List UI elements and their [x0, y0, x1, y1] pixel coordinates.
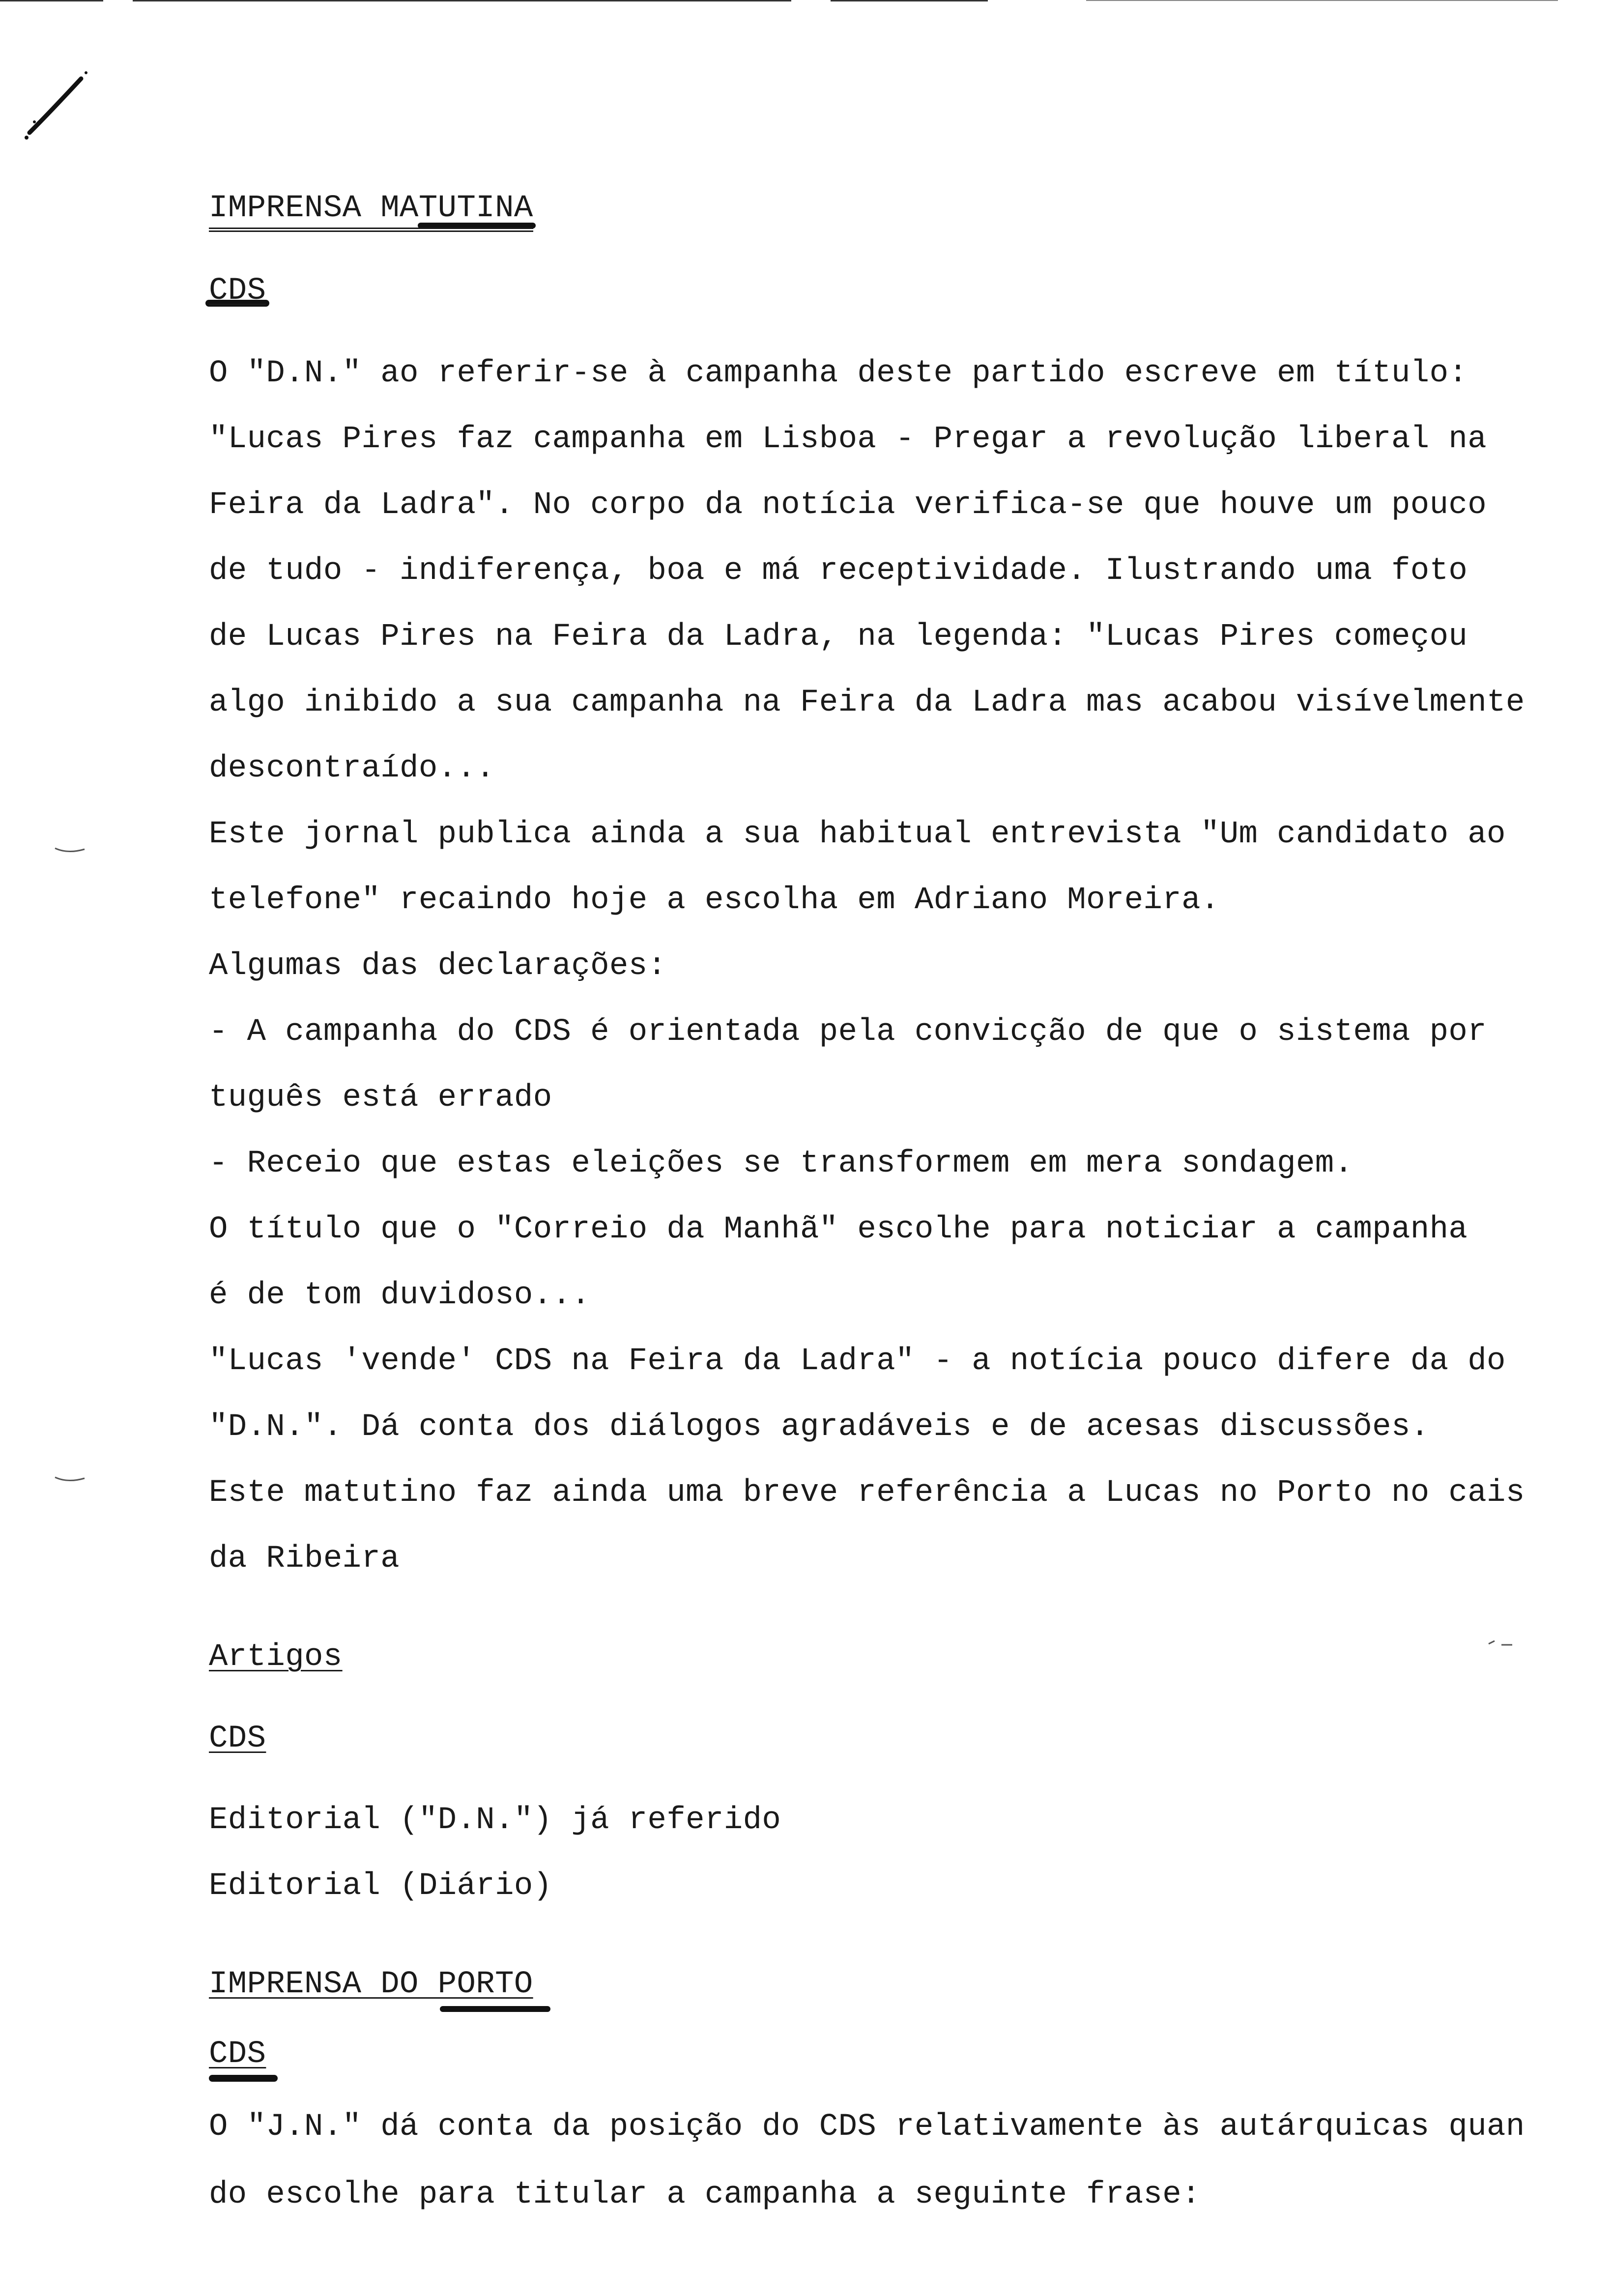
- heading-scribble-3: [440, 2006, 550, 2012]
- paragraph-line: Este jornal publica ainda a sua habitual entrevista "Um candidato ao: [209, 817, 1506, 852]
- paragraph-line: Este matutino faz ainda uma breve referência a Lucas no Porto no cais: [209, 1475, 1525, 1511]
- heading-scribble-4: [209, 2075, 278, 2082]
- paragraph-line: Editorial (Diário): [209, 1868, 552, 1904]
- paragraph-line: O "J.N." dá conta da posição do CDS relativamente às autárquicas quan: [209, 2109, 1525, 2145]
- paragraph-line: do escolhe para titular a campanha a seguinte frase:: [209, 2177, 1201, 2212]
- margin-mark-3: [1487, 1639, 1516, 1649]
- subheading-artigos: Artigos: [209, 1639, 343, 1675]
- paragraph-line: "D.N.". Dá conta dos diálogos agradáveis e de acesas discussões.: [209, 1409, 1430, 1445]
- top-rule-4: [1086, 0, 1558, 1]
- top-rule-1: [0, 0, 103, 1]
- paragraph-line: Feira da Ladra". No corpo da notícia verifica-se que houve um pouco: [209, 488, 1487, 523]
- top-rule-3: [831, 0, 988, 1]
- margin-mark-2: [53, 1474, 87, 1484]
- paragraph-line: descontraído...: [209, 751, 495, 786]
- paragraph-line: da Ribeira: [209, 1541, 400, 1577]
- paragraph-line: Editorial ("D.N.") já referido: [209, 1803, 781, 1838]
- top-rule-2: [133, 0, 791, 1]
- subheading-cds: CDS: [209, 273, 266, 309]
- paragraph-line: é de tom duvidoso...: [209, 1278, 591, 1313]
- paragraph-line: O "D.N." ao referir-se à campanha deste partido escreve em título:: [209, 356, 1468, 391]
- section-heading-imprensa-matutina: IMPRENSA MATUTINA: [209, 193, 533, 224]
- quote-line: - A campanha do CDS é orientada pela convicção de que o sistema por: [209, 1014, 1487, 1050]
- margin-mark-1: [53, 845, 87, 855]
- paragraph-line: O título que o "Correio da Manhã" escolhe para noticiar a campanha: [209, 1212, 1468, 1247]
- pen-mark-icon: [20, 64, 88, 143]
- subheading-cds: CDS: [209, 2037, 266, 2072]
- paragraph-line: de Lucas Pires na Feira da Ladra, na legenda: "Lucas Pires começou: [209, 619, 1468, 655]
- subheading-cds: CDS: [209, 1721, 266, 1756]
- quote-line: tuguês está errado: [209, 1080, 552, 1116]
- section-heading-imprensa-do-porto: IMPRENSA DO PORTO: [209, 1967, 533, 2002]
- paragraph-line: "Lucas Pires faz campanha em Lisboa - Pregar a revolução liberal na: [209, 422, 1487, 457]
- quote-line: - Receio que estas eleições se transformem em mera sondagem.: [209, 1146, 1353, 1181]
- paragraph-line: algo inibido a sua campanha na Feira da Ladra mas acabou visívelmente: [209, 685, 1525, 720]
- paragraph-line: de tudo - indiferença, boa e má receptividade. Ilustrando uma foto: [209, 553, 1468, 589]
- paragraph-line: telefone" recaindo hoje a escolha em Adriano Moreira.: [209, 883, 1220, 918]
- paragraph-line: "Lucas 'vende' CDS na Feira da Ladra" - a notícia pouco difere da do: [209, 1344, 1506, 1379]
- paragraph-line: Algumas das declarações:: [209, 948, 667, 984]
